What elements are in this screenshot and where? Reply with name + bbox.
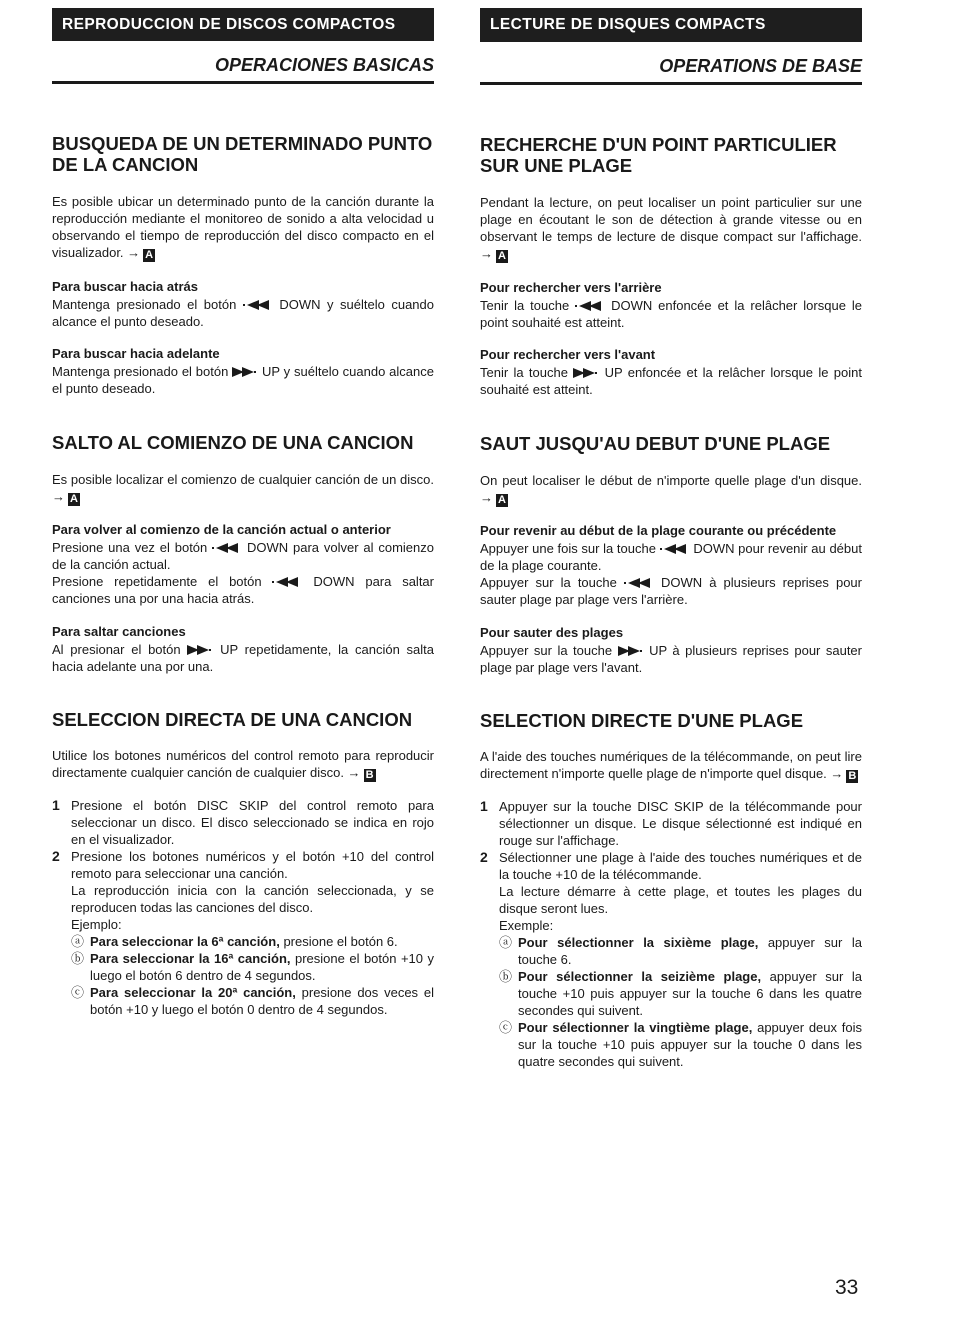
paragraph-go-back-once: Appuyer une fois sur la touche DOWN pour revenir au début de la plage courante. xyxy=(480,541,862,573)
example-item: ⓐ Para seleccionar la 6ª canción, presione el botón 6. xyxy=(71,934,398,949)
reference-badge: A xyxy=(143,249,155,262)
header-rule xyxy=(480,82,862,85)
header-rule xyxy=(52,81,434,84)
heading-search-point: BUSQUEDA DE UN DETERMINADO PUNTO DE LA CANCION xyxy=(52,133,433,175)
steps-list xyxy=(52,797,434,1018)
subheading-search-forward: Pour rechercher vers l'avant xyxy=(480,347,656,362)
section-banner: REPRODUCCION DE DISCOS COMPACTOS xyxy=(52,8,434,41)
step-note: La reproducción inicia con la canción seleccionada, y se reproducen todas las canciones del disco. xyxy=(71,883,434,915)
rewind-icon xyxy=(243,300,273,310)
example-item: ⓑ Pour sélectionner la seizième plage, appuyer sur la touche +10 puis appuyer sur la touche 6 dans les quatre secondes qui suivent. xyxy=(499,969,862,1018)
paragraph-search-back: Tenir la touche DOWN enfoncée et la relâcher lorsque le point souhaité est atteint. xyxy=(480,298,862,330)
example-item: ⓑ Para seleccionar la 16ª canción, presione el botón +10 y luego el botón 6 dentro de 4 segundos. xyxy=(71,951,434,983)
paragraph-search-forward: Tenir la touche UP enfoncée et la relâcher lorsque le point souhaité est atteint. xyxy=(480,365,862,397)
paragraph-search-back: Mantenga presionado el botón DOWN y suéltelo cuando alcance el punto deseado. xyxy=(52,297,434,329)
paragraph-skip-intro: On peut localiser le début de n'importe quelle plage d'un disque. → A xyxy=(480,473,862,506)
rewind-icon xyxy=(660,544,690,554)
paragraph-skip-intro: Es posible localizar el comienzo de cualquier canción de un disco. → A xyxy=(52,472,434,505)
heading-skip-start: SAUT JUSQU'AU DEBUT D'UNE PLAGE xyxy=(480,433,831,454)
subheading-skip-songs: Pour sauter des plages xyxy=(480,625,624,640)
section-subtitle: OPERATIONS DE BASE xyxy=(659,56,862,76)
example-label: Ejemplo: xyxy=(71,917,122,932)
list-item: 2 Sélectionner une plage à l'aide des touches numériques et de la touche +10 de la télécommande. xyxy=(480,849,862,882)
rewind-icon xyxy=(212,543,242,553)
subheading-skip-songs: Para saltar canciones xyxy=(52,624,186,639)
rewind-icon xyxy=(272,577,302,587)
reference-badge: A xyxy=(496,250,508,263)
paragraph-direct-intro: A l'aide des touches numériques de la télécommande, on peut lire directement n'importe quelle plage de n'importe quel disque. → B xyxy=(480,749,862,782)
rewind-icon xyxy=(575,301,605,311)
heading-direct-selection: SELECTION DIRECTE D'UNE PLAGE xyxy=(480,710,804,731)
example-label: Exemple: xyxy=(499,918,554,933)
paragraph-go-back-once: Presione una vez el botón DOWN para volver al comienzo de la canción actual. xyxy=(52,540,435,572)
subheading-search-forward: Para buscar hacia adelante xyxy=(52,346,220,361)
reference-badge: B xyxy=(364,769,376,782)
subheading-go-back: Para volver al comienzo de la canción actual o anterior xyxy=(52,522,391,537)
list-item: 1 Presione el botón DISC SKIP del control remoto para seleccionar un disco. El disco seleccionado se indica en rojo en el visualizador. xyxy=(52,797,434,847)
paragraph-direct-intro: Utilice los botones numéricos del control remoto para reproducir directamente cualquier canción de cualquier disco. → B xyxy=(52,748,434,781)
reference-badge: A xyxy=(68,493,80,506)
french-column xyxy=(480,0,863,1069)
paragraph-go-back-repeat: Presione repetidamente el botón DOWN para saltar canciones una por una hacia atrás. xyxy=(52,574,434,606)
paragraph-skip-songs: Appuyer sur la touche UP à plusieurs reprises pour sauter plage par plage vers l'avant. xyxy=(480,643,862,675)
paragraph-search-forward: Mantenga presionado el botón UP y suéltelo cuando alcance el punto deseado. xyxy=(52,364,434,396)
fast-forward-icon xyxy=(232,367,258,377)
reference-badge: B xyxy=(846,770,858,783)
heading-skip-start: SALTO AL COMIENZO DE UNA CANCION xyxy=(52,432,414,453)
subheading-search-back: Para buscar hacia atrás xyxy=(52,279,198,294)
heading-search-point: RECHERCHE D'UN POINT PARTICULIER SUR UNE PLAGE xyxy=(480,134,837,176)
fast-forward-icon xyxy=(618,646,644,656)
example-item: ⓒ Pour sélectionner la vingtième plage, appuyer deux fois sur la touche +10 puis appuyer sur la touche 0 dans les quatre secondes qui suivent. xyxy=(499,1020,863,1069)
example-item: ⓒ Para seleccionar la 20ª canción, presione dos veces el botón +10 y luego el botón 0 dentro de 4 segundos. xyxy=(71,985,434,1017)
paragraph-search-intro: Pendant la lecture, on peut localiser un point particulier sur une plage en écoutant le son de détection à grande vitesse ou en observant le temps de lecture de disque compact sur l'affichage. → A xyxy=(480,195,862,262)
list-item: 1 Appuyer sur la touche DISC SKIP de la télécommande pour sélectionner un disque. Le disque sélectionné est indiqué en rouge sur l'affichage. xyxy=(480,798,862,848)
subheading-search-back: Pour rechercher vers l'arrière xyxy=(480,280,662,295)
heading-direct-selection: SELECCION DIRECTA DE UNA CANCION xyxy=(52,709,413,730)
subheading-go-back: Pour revenir au début de la plage courante ou précédente xyxy=(480,523,837,538)
list-item: 2 Presione los botones numéricos y el botón +10 del control remoto para seleccionar una canción. xyxy=(52,848,434,881)
section-subtitle: OPERACIONES BASICAS xyxy=(214,55,434,75)
rewind-icon xyxy=(624,578,654,588)
paragraph-search-intro: Es posible ubicar un determinado punto de la canción durante la reproducción mediante el monitoreo de sonido a alta velocidad u observando el tiempo de reproducción del disco compacto en el visualizador. → A xyxy=(52,194,434,261)
steps-list xyxy=(480,798,862,1070)
reference-badge: A xyxy=(496,494,508,507)
paragraph-go-back-repeat: Appuyer sur la touche DOWN à plusieurs reprises pour sauter plage par plage vers l'arrière. xyxy=(480,575,862,607)
fast-forward-icon xyxy=(187,645,213,655)
page-number: 33 xyxy=(835,1276,859,1299)
paragraph-skip-songs: Al presionar el botón UP repetidamente, la canción salta hacia adelante una por una. xyxy=(52,642,434,674)
section-banner: LECTURE DE DISQUES COMPACTS xyxy=(480,8,862,42)
spanish-column xyxy=(52,0,435,1017)
step-note: La lecture démarre à cette plage, et toutes les plages du disque seront lues. xyxy=(499,884,862,916)
fast-forward-icon xyxy=(573,368,599,378)
example-item: ⓐ Pour sélectionner la sixième plage, appuyer sur la touche 6. xyxy=(499,935,862,967)
